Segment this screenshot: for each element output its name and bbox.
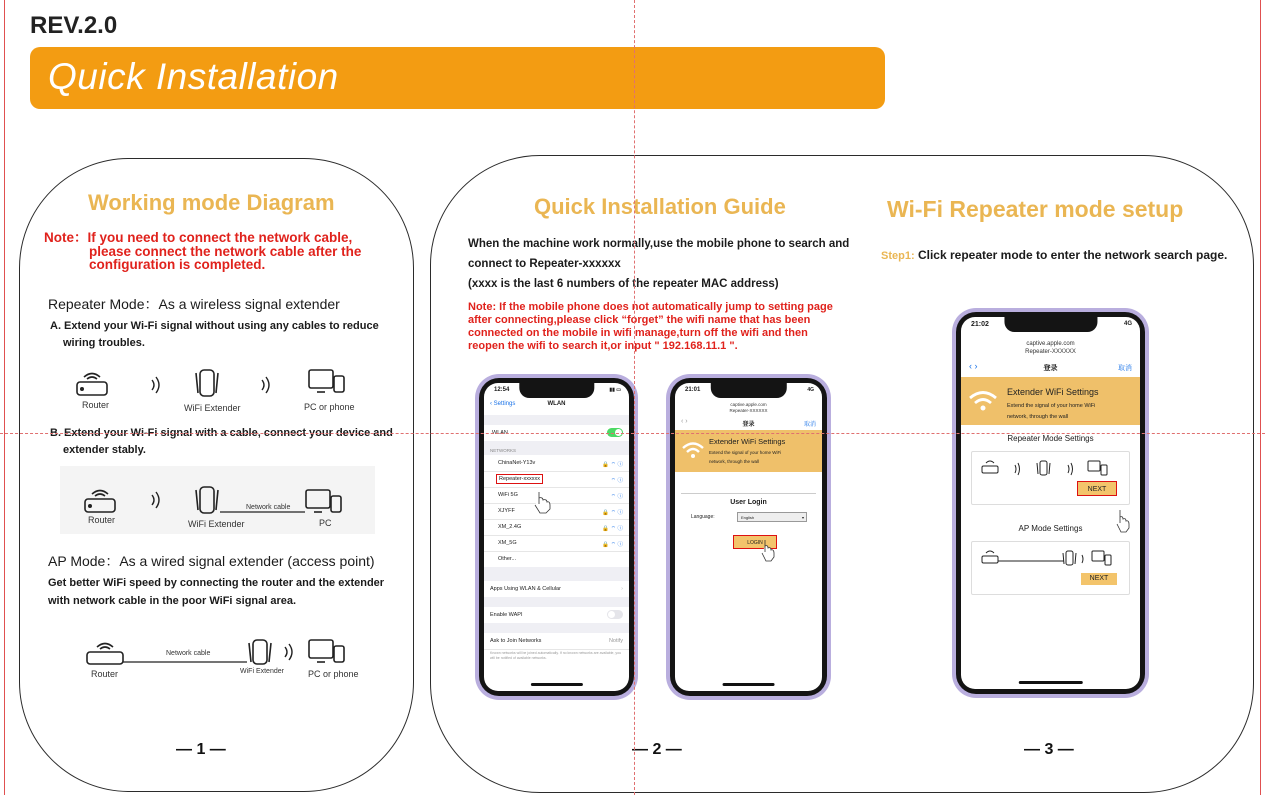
status-time: 12:54 (494, 387, 510, 393)
item-a-line-1: A. Extend your Wi-Fi signal without using any cables to reduce (50, 320, 379, 332)
tap-hand-icon (1115, 508, 1133, 534)
guide-text-line-3: (xxxx is the last 6 numbers of the repeater MAC address) (468, 278, 779, 290)
extender-title: Extender WiFi Settings (709, 437, 786, 446)
note-prefix: Note： (44, 230, 88, 245)
note-block (44, 231, 361, 272)
diagram-c-router-label: Router (91, 669, 119, 679)
phone-login-page (666, 374, 831, 700)
language-label: Language: (691, 514, 715, 520)
repeater-mode-settings-title: Repeater Mode Settings (1007, 434, 1094, 443)
ask-join-footer: Known networks will be joined automatically. If no known networks are available, you will be notified of available networks. (490, 651, 622, 660)
home-indicator (1018, 681, 1082, 684)
diagram-c-graphic (85, 636, 355, 672)
fold-line-horizontal (0, 433, 1265, 434)
guide-note-line-1: Note: If the mobile phone does not automatically jump to setting page (468, 301, 833, 313)
home-indicator (722, 683, 775, 686)
page-number-2: — 2 — (632, 741, 682, 758)
step1-instruction: Click repeater mode to enter the network search page. (914, 248, 1228, 262)
banner-title: Quick Installation (48, 56, 339, 97)
extender-icon-a (196, 370, 218, 396)
apps-using-row[interactable]: Apps Using WLAN & Cellular › (484, 581, 629, 598)
guide-note-line-2: after connecting,please click “forget” the wifi name that has been (468, 314, 811, 326)
nav-back-forward[interactable]: ‹ › (969, 361, 978, 371)
network-row-other[interactable]: Other... (484, 551, 629, 568)
divider (681, 493, 816, 494)
diagram-b-router-label: Router (88, 515, 116, 525)
tap-hand-icon (760, 538, 776, 562)
extender-subtitle-1: Extend the signal of your home WiFi (709, 450, 782, 455)
diagram-b-cable-label: Network cable (246, 504, 291, 511)
network-row[interactable]: XM_2.4G 🔒 ⌔ ⓘ (484, 519, 629, 536)
note-line-2: please connect the network cable after the (89, 243, 362, 259)
ap-mode-settings-title: AP Mode Settings (1018, 524, 1083, 533)
guide-note-line-3: connected on the mobile in wifi manage,turn off the wifi and then (468, 327, 808, 339)
phone-notch (710, 383, 786, 398)
wlan-nav-title: WLAN (547, 401, 566, 407)
ap-text-line-1: Get better WiFi speed by connecting the router and the extender (48, 577, 385, 589)
network-row[interactable]: XJYFF 🔒 ⌔ ⓘ (484, 503, 629, 520)
section-spacer (484, 567, 629, 581)
extender-subtitle-2: network, through the wall (709, 459, 760, 464)
diagram-a-extender-label: WiFi Extender (184, 403, 241, 413)
wifi-icon (681, 440, 705, 460)
ap-mode-card[interactable] (971, 541, 1130, 595)
guide-note-block (468, 301, 833, 353)
diagram-a-router-label: Router (82, 400, 110, 410)
status-time: 21:02 (971, 321, 989, 328)
repeater-mode-diagram (980, 458, 1120, 478)
back-settings-button[interactable]: ‹ Settings (490, 401, 516, 407)
pc-phone-icon-a (309, 370, 344, 392)
captive-url: captive.apple.com Repeater-XXXXXX (729, 402, 768, 413)
battery-icon: ▮▮ ▭ (609, 387, 621, 393)
fold-line-vertical (634, 0, 635, 795)
extender-title: Extender WiFi Settings (1007, 387, 1099, 397)
nav-back-forward[interactable]: ‹ › (681, 418, 688, 425)
extender-banner (961, 377, 1140, 425)
page-number-3: — 3 — (1024, 741, 1074, 758)
enable-wapi-row: Enable WAPI (484, 607, 629, 624)
status-network: 4G (1123, 321, 1132, 327)
item-b-line-2: extender stably. (63, 444, 146, 456)
item-b-line-1: B. Extend your Wi-Fi signal with a cable, connect your device and (50, 427, 393, 439)
nav-title: 登录 (1043, 365, 1058, 372)
extender-banner (675, 430, 822, 472)
wifi-waves-icon-b (152, 492, 159, 508)
home-indicator (530, 683, 582, 686)
diagram-a-device-label: PC or phone (304, 402, 355, 412)
guide-text-line-1: When the machine work normally,use the mobile phone to search and (468, 238, 850, 250)
phone-screen (961, 317, 1140, 689)
wifi-waves-icon-a2 (262, 377, 269, 393)
guide-note-line-4: reopen the wifi to search it,or input " 192.168.11.1 ". (468, 340, 738, 352)
cancel-button[interactable]: 取消 (1118, 365, 1132, 372)
wifi-waves-icon-c (285, 644, 292, 660)
ap-next-button[interactable]: NEXT (1081, 573, 1117, 585)
repeater-next-button[interactable]: NEXT (1077, 481, 1117, 496)
section-spacer (484, 597, 629, 607)
phone-notch (519, 383, 594, 398)
wifi-icon (968, 389, 998, 413)
nav-title: 登录 (742, 422, 755, 428)
page-number-1: — 1 — (176, 741, 226, 758)
note-line-3: configuration is completed. (89, 257, 266, 272)
login-button[interactable]: LOGIN (733, 535, 777, 549)
phone-mode-settings (952, 308, 1149, 698)
network-row[interactable]: WiFi 5G ⌔ ⓘ (484, 487, 629, 504)
extender-subtitle-1: Extend the signal of your home WiFi (1007, 403, 1096, 409)
wapi-toggle[interactable] (607, 610, 623, 619)
phone-notch (1004, 317, 1097, 332)
pc-icon-b (306, 490, 341, 512)
header-spacer (484, 415, 629, 425)
network-row[interactable]: ChinaNet-Y13v 🔒 ⌔ ⓘ (484, 455, 629, 472)
working-mode-heading: Working mode Diagram (88, 190, 335, 215)
networks-header: NETWORKS (484, 441, 629, 455)
section-spacer (484, 623, 629, 633)
page-edge-left (4, 0, 5, 795)
repeater-mode-title: Repeater Mode：As a wireless signal extender (48, 296, 340, 312)
phone-wlan-settings (475, 374, 638, 700)
extender-subtitle-2: network, through the wall (1007, 414, 1069, 420)
status-network: 4G (807, 387, 814, 393)
step1-prefix: Step1: (881, 250, 915, 262)
captive-url: captive.apple.com Repeater-XXXXXX (1025, 341, 1076, 355)
ap-text-line-2: with network cable in the poor WiFi signal area. (48, 595, 297, 607)
repeater-mode-card[interactable] (971, 451, 1130, 505)
page-edge-right (1260, 0, 1261, 795)
ap-mode-title: AP Mode：As a wired signal extender (access point) (48, 553, 375, 569)
pc-phone-icon-c (309, 640, 344, 662)
diagram-b-graphic (80, 482, 370, 522)
ask-join-row[interactable]: Ask to Join Networks Notify (484, 633, 629, 650)
router-icon-a (77, 374, 107, 396)
note-line-1: If you need to connect the network cable, (87, 230, 353, 245)
diagram-b-device-label: PC (319, 518, 332, 528)
step1-text (881, 248, 1227, 262)
cancel-button[interactable]: 取消 (803, 422, 816, 428)
item-a-line-2: wiring troubles. (63, 337, 145, 349)
user-login-title: User Login (730, 499, 767, 506)
tap-hand-icon (533, 490, 553, 514)
wifi-waves-icon-a1 (152, 377, 159, 393)
phone-screen (484, 383, 629, 691)
phone-screen (675, 383, 822, 691)
network-row[interactable]: XM_5G 🔒 ⌔ ⓘ (484, 535, 629, 552)
router-icon-c (87, 644, 123, 665)
status-time: 21:01 (685, 387, 701, 393)
extender-icon-c (249, 640, 271, 664)
revision-label: REV.2.0 (30, 12, 118, 39)
router-icon-b (85, 491, 115, 513)
language-select[interactable]: English ▾ (737, 512, 807, 522)
ap-mode-diagram (980, 548, 1120, 568)
repeater-setup-heading: Wi-Fi Repeater mode setup (887, 196, 1184, 222)
diagram-c-extender-label: WiFi Extender (240, 668, 284, 675)
diagram-c-cable-label: Network cable (166, 650, 211, 657)
wlan-label: WLAN (492, 430, 508, 436)
network-row-repeater[interactable]: Repeater-xxxxxx ⌔ ⓘ (484, 471, 629, 488)
extender-icon-b (196, 487, 218, 513)
diagram-b-extender-label: WiFi Extender (188, 519, 245, 529)
diagram-c-device-label: PC or phone (308, 669, 359, 679)
installation-guide-heading: Quick Installation Guide (534, 194, 786, 219)
guide-text-line-2: connect to Repeater-xxxxxx (468, 258, 621, 270)
